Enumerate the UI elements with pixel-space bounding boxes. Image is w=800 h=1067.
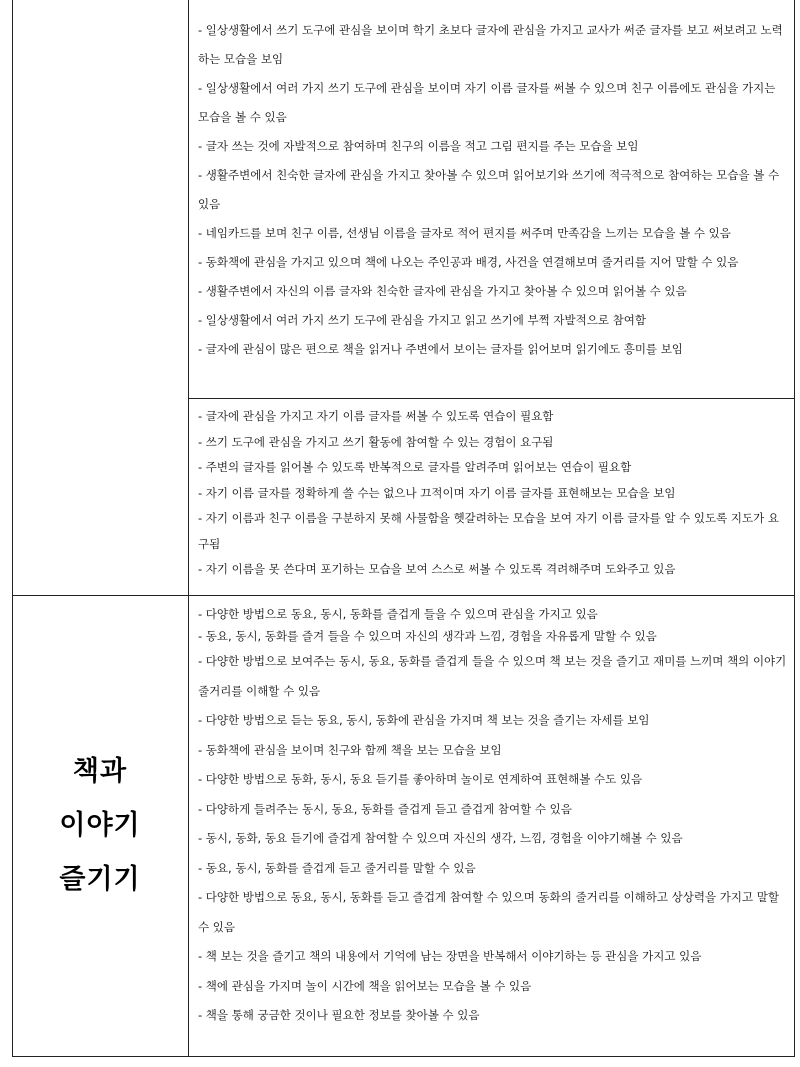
support-list bbox=[198, 404, 788, 583]
category-label-line: 즐기기 bbox=[59, 863, 141, 895]
category-label-cell bbox=[12, 595, 188, 1056]
list-item: - 다양하게 들려주는 동시, 동요, 동화를 즐겁게 듣고 즐겁게 참여할 수 있음 bbox=[198, 801, 572, 816]
list-item: - 동요, 동시, 동화를 즐겨 들을 수 있으며 자신의 생각과 느낌, 경험을 자유롭게 말할 수 있음 bbox=[198, 629, 657, 643]
list-item: - 책을 통해 궁금한 것이나 필요한 정보를 찾아볼 수 있음 bbox=[198, 1008, 480, 1022]
observation-list-books bbox=[198, 603, 788, 1031]
category-label-line: 책과 bbox=[72, 755, 128, 787]
list-item: - 다양한 방법으로 동요, 동시, 동화를 듣고 즐겁게 참여할 수 있으며 동화의 줄거리를 이해하고 상상력을 가지고 말할 수 있음 bbox=[198, 890, 779, 934]
list-item: - 다양한 방법으로 보여주는 동시, 동요, 동화를 즐겁게 들을 수 있으며 책 보는 것을 즐기고 재미를 느끼며 책의 이야기 줄거리를 이해할 수 있음 bbox=[198, 654, 787, 698]
list-item: - 책에 관심을 가지며 놀이 시간에 책을 읽어보는 모습을 볼 수 있음 bbox=[198, 978, 532, 993]
list-item: - 다양한 방법으로 동요, 동시, 동화를 즐겁게 들을 수 있으며 관심을 가지고 있음 bbox=[198, 607, 598, 621]
list-item: - 일상생활에서 여러 가지 쓰기 도구에 관심을 보이며 자기 이름 글자를 써볼 수 있으며 친구 이름에도 관심을 가지는 모습을 볼 수 있음 bbox=[198, 81, 776, 124]
table-bottom-border bbox=[12, 1056, 795, 1057]
list-item: - 동시, 동화, 동요 듣기에 즐겁게 참여할 수 있으며 자신의 생각, 느낌, 경험을 이야기해볼 수 있음 bbox=[198, 831, 683, 845]
category-label bbox=[59, 745, 140, 907]
table-right-border bbox=[794, 0, 795, 1057]
row-divider-1 bbox=[188, 398, 795, 399]
list-item: - 자기 이름과 친구 이름을 구분하지 못해 사물함을 헷갈려하는 모습을 보여 자기 이름 글자를 알 수 있도록 지도가 요구됨 bbox=[198, 511, 779, 551]
category-label-line: 이야기 bbox=[59, 809, 141, 841]
table-column-divider bbox=[188, 0, 189, 1057]
list-item: - 일상생활에서 쓰기 도구에 관심을 보이며 학기 초보다 글자에 관심을 가지고 교사가 써준 글자를 보고 써보려고 노력하는 모습을 보임 bbox=[198, 23, 783, 66]
observation-list-1 bbox=[198, 16, 788, 364]
list-item: - 글자 쓰는 것에 자발적으로 참여하며 친구의 이름을 적고 그림 편지를 주는 모습을 보임 bbox=[198, 139, 639, 153]
list-item: - 동요, 동시, 동화를 즐겁게 듣고 줄거리를 말할 수 있음 bbox=[198, 860, 476, 875]
list-item: - 다양한 방법으로 듣는 동요, 동시, 동화에 관심을 가지며 책 보는 것을 즐기는 자세를 보임 bbox=[198, 713, 650, 727]
list-item: - 글자에 관심이 많은 편으로 책을 읽거나 주변에서 보이는 글자를 읽어보며 읽기에도 흥미를 보임 bbox=[198, 342, 683, 356]
list-item: - 자기 이름 글자를 정확하게 쓸 수는 없으나 끄적이며 자기 이름 글자를 표현해보는 모습을 보임 bbox=[198, 485, 676, 500]
list-item: - 주변의 글자를 읽어볼 수 있도록 반복적으로 글자를 알려주며 읽어보는 연습이 필요함 bbox=[198, 460, 632, 474]
list-item: - 동화책에 관심을 가지고 있으며 책에 나오는 주인공과 배경, 사건을 연결해보며 줄거리를 지어 말할 수 있음 bbox=[198, 255, 739, 269]
list-item: - 쓰기 도구에 관심을 가지고 쓰기 활동에 참여할 수 있는 경험이 요구됨 bbox=[198, 434, 554, 449]
list-item: - 생활주변에서 친숙한 글자에 관심을 가지고 찾아볼 수 있으며 읽어보기와 쓰기에 적극적으로 참여하는 모습을 볼 수 있음 bbox=[198, 168, 780, 211]
list-item: - 글자에 관심을 가지고 자기 이름 글자를 써볼 수 있도록 연습이 필요함 bbox=[198, 409, 554, 423]
list-item: - 동화책에 관심을 보이며 친구와 함께 책을 보는 모습을 보임 bbox=[198, 742, 502, 757]
list-item: - 책 보는 것을 즐기고 책의 내용에서 기억에 남는 장면을 반복해서 이야기하는 등 관심을 가지고 있음 bbox=[198, 949, 702, 963]
list-item: - 다양한 방법으로 동화, 동시, 동요 듣기를 좋아하며 놀이로 연계하여 표현해볼 수도 있음 bbox=[198, 772, 643, 786]
list-item: - 네임카드를 보며 친구 이름, 선생님 이름을 글자로 적어 편지를 써주며 만족감을 느끼는 모습을 볼 수 있음 bbox=[198, 226, 731, 240]
list-item: - 자기 이름을 못 쓴다며 포기하는 모습을 보여 스스로 써볼 수 있도록 격려해주며 도와주고 있음 bbox=[198, 562, 676, 576]
list-item: - 일상생활에서 여러 가지 쓰기 도구에 관심을 가지고 읽고 쓰기에 부쩍 자발적으로 참여함 bbox=[198, 313, 646, 327]
list-item: - 생활주변에서 자신의 이름 글자와 친숙한 글자에 관심을 가지고 찾아볼 수 있으며 읽어볼 수 있음 bbox=[198, 284, 687, 298]
